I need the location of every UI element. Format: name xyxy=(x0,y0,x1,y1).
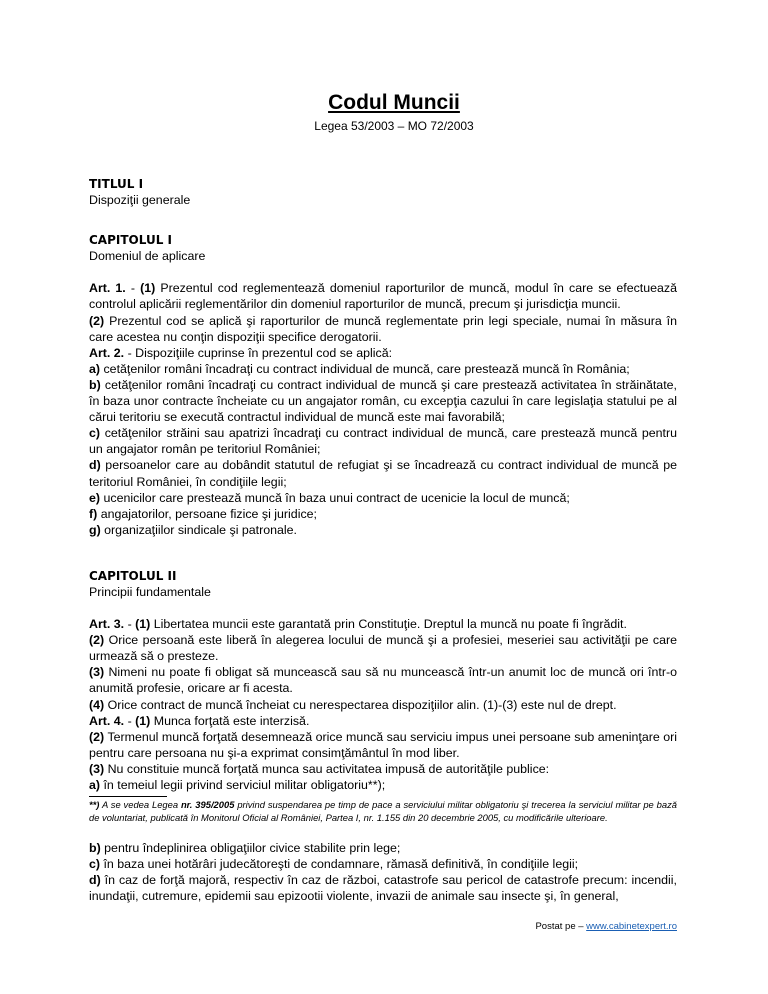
article-1-paragraph-1: Art. 1. - (1) Prezentul cod reglementează domeniul raporturilor de muncă, modul în care se efectuează controlul aplicării reglementărilor din domeniul raporturilor de muncă, precum şi jurisdicţia muncii. xyxy=(89,281,677,312)
list-item xyxy=(89,425,677,457)
item-text: cetăţenilor români încadraţi cu contract individual de muncă şi care prestează activitatea în străinătate, în baza unor contracte încheiate cu un angajator român, cu excepţia cazului în care legislaţia statului pe al cărui teritoriu se execută contractul individual de muncă este mai favorabilă; xyxy=(89,377,677,425)
item-text: organizaţiilor sindicale şi patronale. xyxy=(104,522,298,537)
list-item xyxy=(89,457,677,489)
paragraph-number: (2) xyxy=(89,313,105,328)
footnote-mark: **) xyxy=(89,799,100,811)
footnote-divider xyxy=(89,796,167,797)
item-letter: c) xyxy=(89,426,101,441)
list-item xyxy=(89,506,677,522)
paragraph-text: Libertatea muncii este garantată prin Constituţie. Dreptul la muncă nu poate fi îngrădit. xyxy=(153,617,627,632)
paragraph-number: (4) xyxy=(89,697,105,712)
document-subtitle: Legea 53/2003 – MO 72/2003 xyxy=(314,119,474,133)
paragraph-number: (3) xyxy=(89,761,105,776)
list-item xyxy=(89,777,677,793)
paragraph-text: Prezentul cod se aplică şi raporturilor de muncă reglementate prin legi speciale, numai în măsura în care acestea nu conţin dispoziţii specifice derogatorii. xyxy=(89,313,678,344)
paragraph-number: (2) xyxy=(89,633,105,648)
article-2-intro xyxy=(89,345,677,361)
paragraph-number: (1) xyxy=(135,713,151,728)
item-text: în temeiul legii privind serviciul militar obligatoriu**); xyxy=(103,778,386,792)
paragraph-number: (1) xyxy=(135,617,151,632)
article-3-paragraph-4 xyxy=(89,697,677,713)
paragraph-text: Termenul muncă forţată desemnează orice muncă sau serviciu impus unei persoane sub ameninţare ori pentru care persoana nu şi-a exprimat consimţământul în mod liber. xyxy=(89,729,678,760)
article-3-paragraph-1: Art. 3. - (1) Libertatea muncii este garantată prin Constituţie. Dreptul la muncă nu poate fi îngrădit. xyxy=(89,617,627,632)
item-letter: d) xyxy=(89,873,101,888)
article-label: Art. 1. xyxy=(89,281,126,296)
item-letter: f) xyxy=(89,506,98,521)
item-text: în baza unei hotărâri judecătoreşti de condamnare, rămasă definitivă, în condiţiile legii; xyxy=(103,857,579,872)
paragraph-text: Orice contract de muncă încheiat cu nerespectarea dispoziţiilor alin. (1)-(3) este nul de drept. xyxy=(107,697,617,712)
article-3-paragraph-3 xyxy=(89,664,677,696)
item-letter: c) xyxy=(89,857,101,872)
list-item xyxy=(89,490,677,506)
paragraph-number: (2) xyxy=(89,729,105,744)
footnote xyxy=(89,799,677,824)
footnote-text: privind suspendarea pe timp de pace a serviciului militar obligatoriu şi trecerea la serviciul militar pe bază de voluntariat, publicată în Monitorul Oficial al României, Partea I, nr. 1.155 din 20 decembrie 2005, cu modificările ulterioare. xyxy=(89,799,677,823)
item-text: persoanelor care au dobândit statutul de refugiat şi se încadrează cu contract individual de muncă pe teritoriul României, în condiţiile legii; xyxy=(89,458,677,489)
item-text: angajatorilor, persoane fizice şi juridice; xyxy=(100,506,317,521)
item-letter: a) xyxy=(89,361,101,376)
article-label: Art. 3. xyxy=(89,617,125,632)
item-letter: b) xyxy=(89,377,101,392)
footer-link[interactable]: www.cabinetexpert.ro xyxy=(586,921,677,932)
item-text: în caz de forţă majoră, respectiv în caz de război, catastrofe sau pericol de catastrofe precum: incendii, inundaţii, cutremure, epidemii sau epizootii violente, invazii de animale sau insecte şi, în general, xyxy=(89,873,677,904)
article-label: Art. 2. xyxy=(89,345,125,360)
item-letter: d) xyxy=(89,458,101,473)
list-item xyxy=(89,840,677,856)
article-4-paragraph-2 xyxy=(89,729,677,761)
item-text: ucenicilor care prestează muncă în baza unui contract de ucenicie la locul de muncă; xyxy=(103,490,570,505)
title-heading: TITLUL I xyxy=(89,177,144,191)
list-item xyxy=(89,377,677,425)
paragraph-text: Nu constituie muncă forţată munca sau activitatea impusă de autorităţile publice: xyxy=(107,761,550,776)
item-letter: a) xyxy=(89,778,101,792)
item-letter: b) xyxy=(89,841,101,856)
article-label: Art. 4. xyxy=(89,713,125,728)
item-text: pentru îndeplinirea obligaţiilor civice stabilite prin lege; xyxy=(104,841,401,856)
title-name: Dispoziţii generale xyxy=(89,193,191,208)
article-3-paragraph-2 xyxy=(89,632,677,664)
paragraph-text: Nimeni nu poate fi obligat să muncească sau să nu muncească într-un anumit loc de muncă ori într-o anumită profesie, oricare ar fi acesta. xyxy=(89,665,677,696)
item-text: cetăţenilor români încadraţi cu contract individual de muncă, care prestează muncă în România; xyxy=(103,361,630,376)
paragraph-number: (3) xyxy=(89,665,105,680)
paragraph-text: Orice persoană este liberă în alegerea locului de muncă şi a profesiei, meseriei sau activităţii pe care urmează să o presteze. xyxy=(89,633,677,664)
article-4-paragraph-1: Art. 4. - (1) Munca forţată este interzisă. xyxy=(89,713,310,728)
article-1-paragraph-2 xyxy=(89,313,677,345)
document-title: Codul Muncii xyxy=(328,91,460,114)
chapter-1-heading: CAPITOLUL I xyxy=(89,233,172,248)
item-letter: g) xyxy=(89,522,101,537)
article-intro-text: - Dispoziţiile cuprinse în prezentul cod se aplică: xyxy=(127,345,393,360)
document-body xyxy=(89,176,677,904)
chapter-1-name: Domeniul de aplicare xyxy=(89,249,206,264)
article-4-paragraph-3 xyxy=(89,761,677,777)
paragraph-number: (1) xyxy=(140,281,156,296)
paragraph-text: Prezentul cod reglementează domeniul raporturilor de muncă, modul în care se efectuează controlul aplicării reglementărilor din domeniul raporturilor de muncă, precum şi jurisdicţia muncii. xyxy=(89,281,677,312)
footnote-pre: A se vedea Legea xyxy=(99,799,181,811)
item-letter: e) xyxy=(89,490,101,505)
list-item xyxy=(89,856,677,872)
document-header xyxy=(0,91,768,133)
footnote-law: nr. 395/2005 xyxy=(180,799,235,811)
chapter-2-name: Principii fundamentale xyxy=(89,584,211,599)
list-item xyxy=(89,522,677,538)
paragraph-text: Munca forţată este interzisă. xyxy=(153,713,310,728)
chapter-2-heading: CAPITOLUL II xyxy=(89,568,177,583)
footer-prefix: Postat pe – xyxy=(535,921,587,932)
list-item xyxy=(89,872,677,904)
item-text: cetăţenilor străini sau apatrizi încadraţi cu contract individual de muncă, care prestează muncă pentru un angajator român pe teritoriul României; xyxy=(89,426,677,457)
list-item xyxy=(89,361,677,377)
page-footer xyxy=(300,921,677,932)
